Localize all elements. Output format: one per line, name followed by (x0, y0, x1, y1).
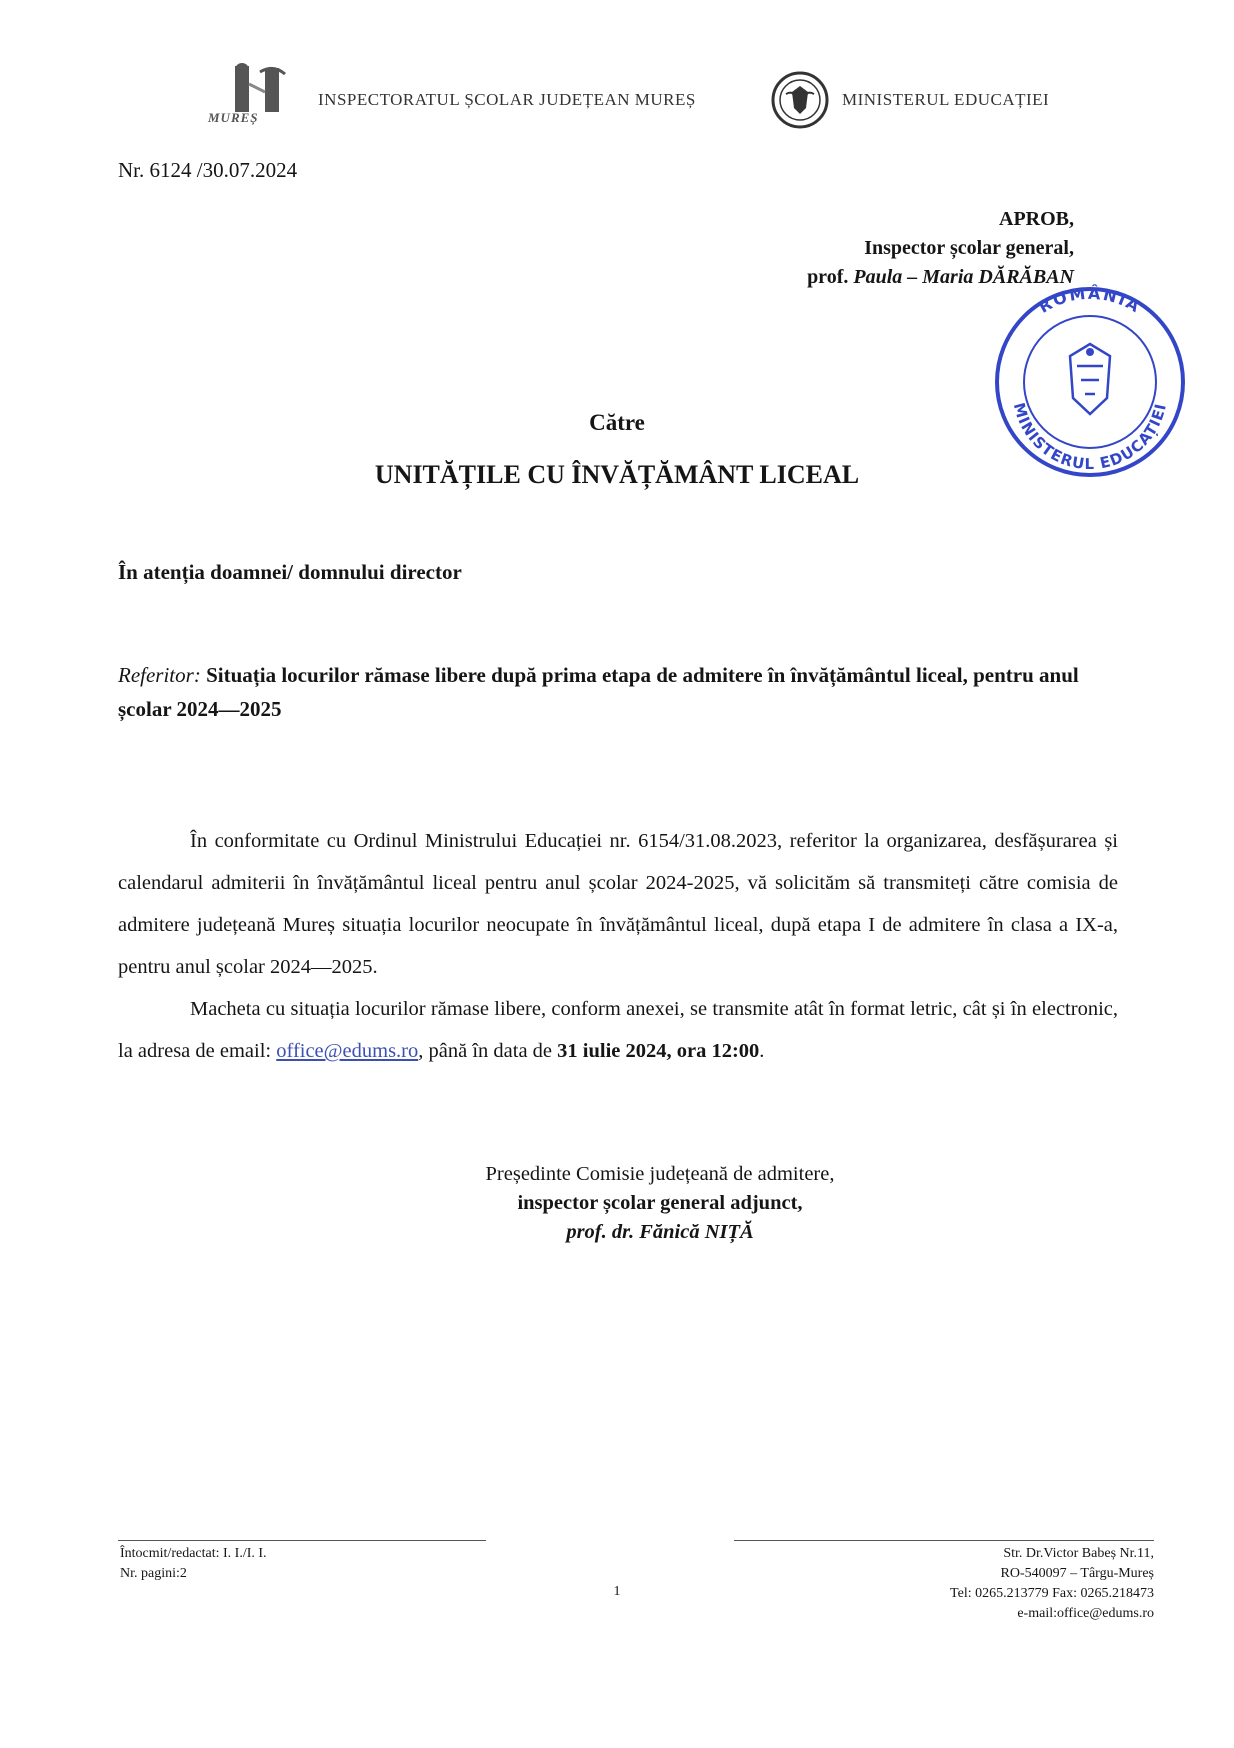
subject-text: Situația locurilor rămase libere după prima etapa de admitere în învățământul liceal, pentru anul școlar 2024—2025 (118, 663, 1079, 721)
para2-mid: , până în data de (418, 1040, 558, 1062)
signature-line-3: prof. dr. Fănică NIȚĂ (566, 1221, 754, 1243)
body-paragraph-2 (118, 988, 1118, 1072)
approval-role: Inspector școlar general, (864, 237, 1074, 259)
government-crest-icon (770, 70, 830, 130)
logo-mures-text: MUREȘ (208, 110, 259, 125)
footer-right (950, 1544, 1154, 1624)
approval-prefix: prof. (807, 266, 849, 288)
catre-label: Către (589, 410, 645, 435)
stamp-coat-of-arms-icon (1070, 344, 1110, 414)
signature-line-2: inspector școlar general adjunct, (517, 1192, 803, 1214)
approval-given-name: Paula – Maria (853, 266, 974, 288)
letter-body (118, 820, 1118, 1072)
email-link[interactable]: office@edums.ro (276, 1040, 419, 1062)
footer-pages: Nr. pagini:2 (120, 1566, 187, 1581)
footer-phones: Tel: 0265.213779 Fax: 0265.218473 (950, 1586, 1154, 1601)
subject-block: Referitor: Situația locurilor rămase libere după prima etapa de admitere în învățământul liceal, pentru anul școlar 2024—2025 (118, 663, 1079, 721)
recipient-title: UNITĂȚILE CU ÎNVĂȚĂMÂNT LICEAL (374, 460, 860, 489)
stamp-ring-text: MINISTERUL EDUCAȚIEI (1009, 400, 1170, 474)
footer-email: e-mail:office@edums.ro (1017, 1606, 1154, 1621)
subject-label: Referitor (118, 663, 194, 687)
para2-end: . (759, 1040, 765, 1062)
deadline: 31 iulie 2024, ora 12:00 (557, 1040, 760, 1062)
ministerul-name: MINISTERUL EDUCAȚIEI (842, 90, 1050, 109)
approval-surname: DĂRĂBAN (978, 266, 1074, 288)
approval-block (807, 205, 1074, 292)
page-number: 1 (613, 1584, 621, 1599)
document-number: Nr. 6124 /30.07.2024 (118, 158, 298, 182)
footer-address-2: RO-540097 – Târgu-Mureș (1000, 1566, 1154, 1581)
para2-start: Macheta cu situația locurilor rămase libere, conform anexei, se transmite atât în format letric, cât și în electronic, la adresa de email: (118, 998, 1118, 1062)
signature-block (380, 1160, 940, 1247)
header (0, 0, 1234, 140)
official-stamp (985, 282, 1195, 482)
footer-redactat: Întocmit/redactat: I. I./I. I. (120, 1546, 267, 1561)
footer-rule-right (734, 1540, 1154, 1541)
footer-address-1: Str. Dr.Victor Babeș Nr.11, (1003, 1546, 1154, 1561)
footer-left (120, 1544, 267, 1584)
stamp-top-text: ROMÂNIA (1035, 283, 1145, 317)
svg-text:ROMÂNIA (1035, 284, 1144, 317)
body-paragraph-1: În conformitate cu Ordinul Ministrului Educației nr. 6154/31.08.2023, referitor la organizarea, desfășurarea și calendarul admiterii în învățământul liceal pentru anul școlar 2024-2025, vă solicităm să transmiteți către comisia de admitere județeană Mureș situația locurilor neocupate în învățământul liceal, după etapa I de admitere în clasa a IX-a, pentru anul școlar 2024—2025. (118, 830, 1118, 978)
signature-line-1: Președinte Comisie județeană de admitere, (485, 1163, 835, 1185)
footer-rule-left (118, 1540, 486, 1541)
inspectorat-name: INSPECTORATUL ȘCOLAR JUDEȚEAN MUREȘ (318, 90, 696, 109)
attention-line: În atenția doamnei/ domnului director (118, 560, 462, 584)
aprob-label: APROB, (999, 208, 1074, 230)
